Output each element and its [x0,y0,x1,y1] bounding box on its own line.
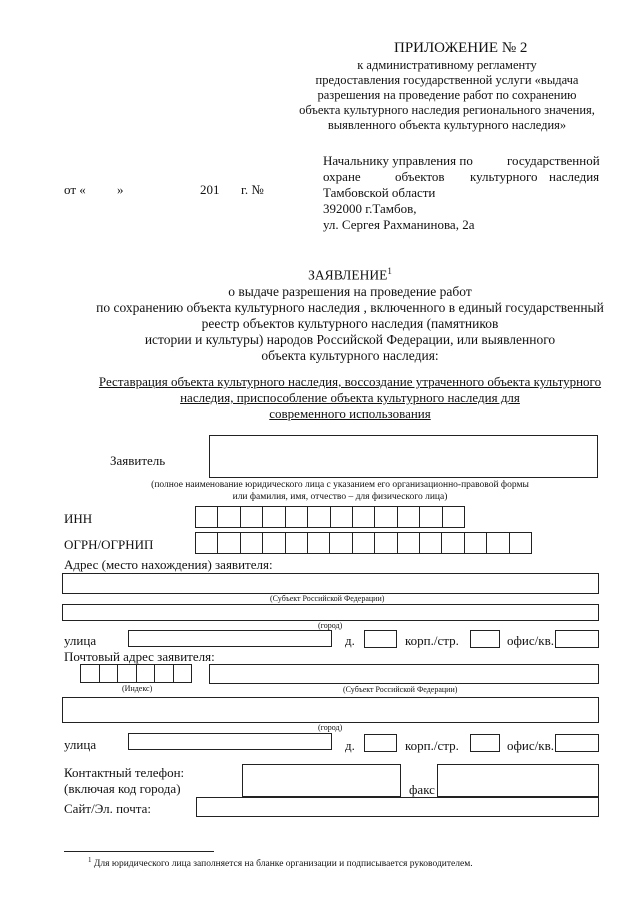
inn-cell[interactable] [353,507,375,527]
ogrn-cell[interactable] [510,533,531,553]
date-year: 201 [200,182,220,197]
addressee-line: наследия [549,169,600,184]
inn-cell[interactable] [263,507,285,527]
inn-cell[interactable] [286,507,308,527]
ogrn-label: ОГРН/ОГРНИП [64,537,154,552]
inn-cell[interactable] [241,507,263,527]
applicant-name-field[interactable] [209,435,598,478]
footnote-ref: 1 [387,266,392,276]
postal-street-label: улица [64,737,97,752]
address-corp-label: корп./стр. [405,633,459,648]
ogrn-cell[interactable] [196,533,218,553]
appendix-text [282,58,612,133]
postal-street-field[interactable] [128,733,332,750]
address-house-field[interactable] [364,630,397,648]
appendix-line: разрешения на проведение работ по сохранению [317,88,577,102]
inn-cell[interactable] [375,507,397,527]
ogrn-cell[interactable] [286,533,308,553]
phone-field[interactable] [242,764,401,797]
statement-title: ЗАЯВЛЕНИЕ [308,267,388,283]
postal-index-cell[interactable] [81,665,100,682]
applicant-hint-line: (полное наименование юридического лица с указанием его организационно-правовой формы [151,480,529,490]
addressee-line: культурного [470,169,538,184]
footnote-divider [64,851,214,852]
appendix-title: ПРИЛОЖЕНИЕ № 2 [394,40,528,56]
postal-subject-hint: (Субъект Российской Федерации) [343,685,458,694]
appendix-line: предоставления государственной услуги «выдача [315,73,579,87]
address-label: Адрес (место нахождения) заявителя: [64,557,273,572]
address-house-label: д. [345,633,355,648]
postal-index-cell[interactable] [137,665,156,682]
postal-office-field[interactable] [555,734,599,752]
inn-cell[interactable] [218,507,240,527]
fax-field[interactable] [437,764,599,797]
ogrn-cell[interactable] [330,533,352,553]
date-from: от « [64,182,86,197]
postal-corp-field[interactable] [470,734,500,752]
appendix-line: к административному регламенту [357,58,537,72]
postal-subject-field[interactable] [209,664,599,684]
addressee-line: Начальнику управления по [323,153,473,168]
applicant-hint [100,479,580,503]
date-quote-close: » [117,182,124,197]
addressee-line: охране [323,169,361,184]
ogrn-cells[interactable] [195,532,532,554]
address-city-field[interactable] [62,604,599,621]
ogrn-cell[interactable] [375,533,397,553]
postal-label: Почтовый адрес заявителя: [64,649,215,664]
inn-cell[interactable] [420,507,442,527]
postal-index-cell[interactable] [118,665,137,682]
inn-cell[interactable] [398,507,420,527]
work-type-line: наследия, приспособление объекта культурного наследия для [180,390,520,405]
phone-hint: (включая код города) [64,781,181,796]
ogrn-cell[interactable] [398,533,420,553]
appendix-line: объекта культурного наследия регионального значения, [299,103,595,117]
footnote-mark: 1 [88,856,92,864]
footnote [88,856,473,869]
statement-title-row [40,263,640,284]
postal-house-label: д. [345,738,355,753]
addressee-line: государственной [507,153,600,168]
applicant-label: Заявитель [110,453,166,468]
ogrn-cell[interactable] [487,533,509,553]
ogrn-cell[interactable] [241,533,263,553]
address-office-label: офис/кв. [507,633,554,648]
statement-line: истории и культуры) народов Российской Федерации, или выявленного [144,331,556,347]
address-corp-field[interactable] [470,630,500,648]
statement-line: о выдаче разрешения на проведение работ [228,283,472,299]
postal-index-hint: (Индекс) [122,684,153,693]
ogrn-cell[interactable] [420,533,442,553]
statement-line: реестр объектов культурного наследия (памятников [201,315,499,331]
address-subject-hint: (Субъект Российской Федерации) [270,594,385,603]
ogrn-cell[interactable] [353,533,375,553]
address-office-field[interactable] [555,630,599,648]
appendix-line: выявленного объекта культурного наследия» [327,118,567,132]
inn-cell[interactable] [331,507,353,527]
ogrn-cell[interactable] [308,533,330,553]
postal-city-hint: (город) [318,723,343,732]
address-city-hint: (город) [318,621,343,630]
ogrn-cell[interactable] [465,533,487,553]
postal-index-cell[interactable] [100,665,119,682]
statement-line: по сохранению объекта культурного наследия , включенного в единый государственный [96,299,604,315]
date-number-label: г. № [241,182,264,197]
addressee-line: 392000 г.Тамбов, [323,201,417,216]
address-street-label: улица [64,633,97,648]
phone-label: Контактный телефон: [64,765,185,780]
work-type [40,374,640,422]
inn-cell[interactable] [443,507,464,527]
inn-label: ИНН [64,511,93,526]
site-email-label: Сайт/Эл. почта: [64,801,151,816]
work-type-line: современного использования [269,406,431,421]
postal-office-label: офис/кв. [507,738,554,753]
postal-index-cell[interactable] [174,665,192,682]
fax-label: факс [409,782,435,797]
addressee-line: Тамбовской области [323,185,436,200]
postal-index-cell[interactable] [155,665,174,682]
postal-corp-label: корп./стр. [405,738,459,753]
address-street-field[interactable] [128,630,332,647]
ogrn-cell[interactable] [442,533,464,553]
work-type-line: Реставрация объекта культурного наследия, воссоздание утраченного объекта культурного [98,374,602,389]
site-email-field[interactable] [196,797,599,817]
applicant-hint-line: или фамилия, имя, отчество – для физического лица) [232,492,448,502]
addressee-line: ул. Сергея Рахманинова, 2а [323,217,475,232]
addressee-line: объектов [395,169,445,184]
ogrn-cell[interactable] [263,533,285,553]
postal-city-field[interactable] [62,697,599,723]
inn-cell[interactable] [308,507,330,527]
statement-heading [40,263,640,364]
ogrn-cell[interactable] [218,533,240,553]
postal-house-field[interactable] [364,734,397,752]
inn-cells[interactable] [195,506,465,528]
footnote-text: Для юридического лица заполняется на бланке организации и подписывается руководителем. [93,859,473,870]
postal-index-cells[interactable] [80,664,192,683]
statement-line: объекта культурного наследия: [261,347,439,363]
address-subject-field[interactable] [62,573,599,594]
inn-cell[interactable] [196,507,218,527]
